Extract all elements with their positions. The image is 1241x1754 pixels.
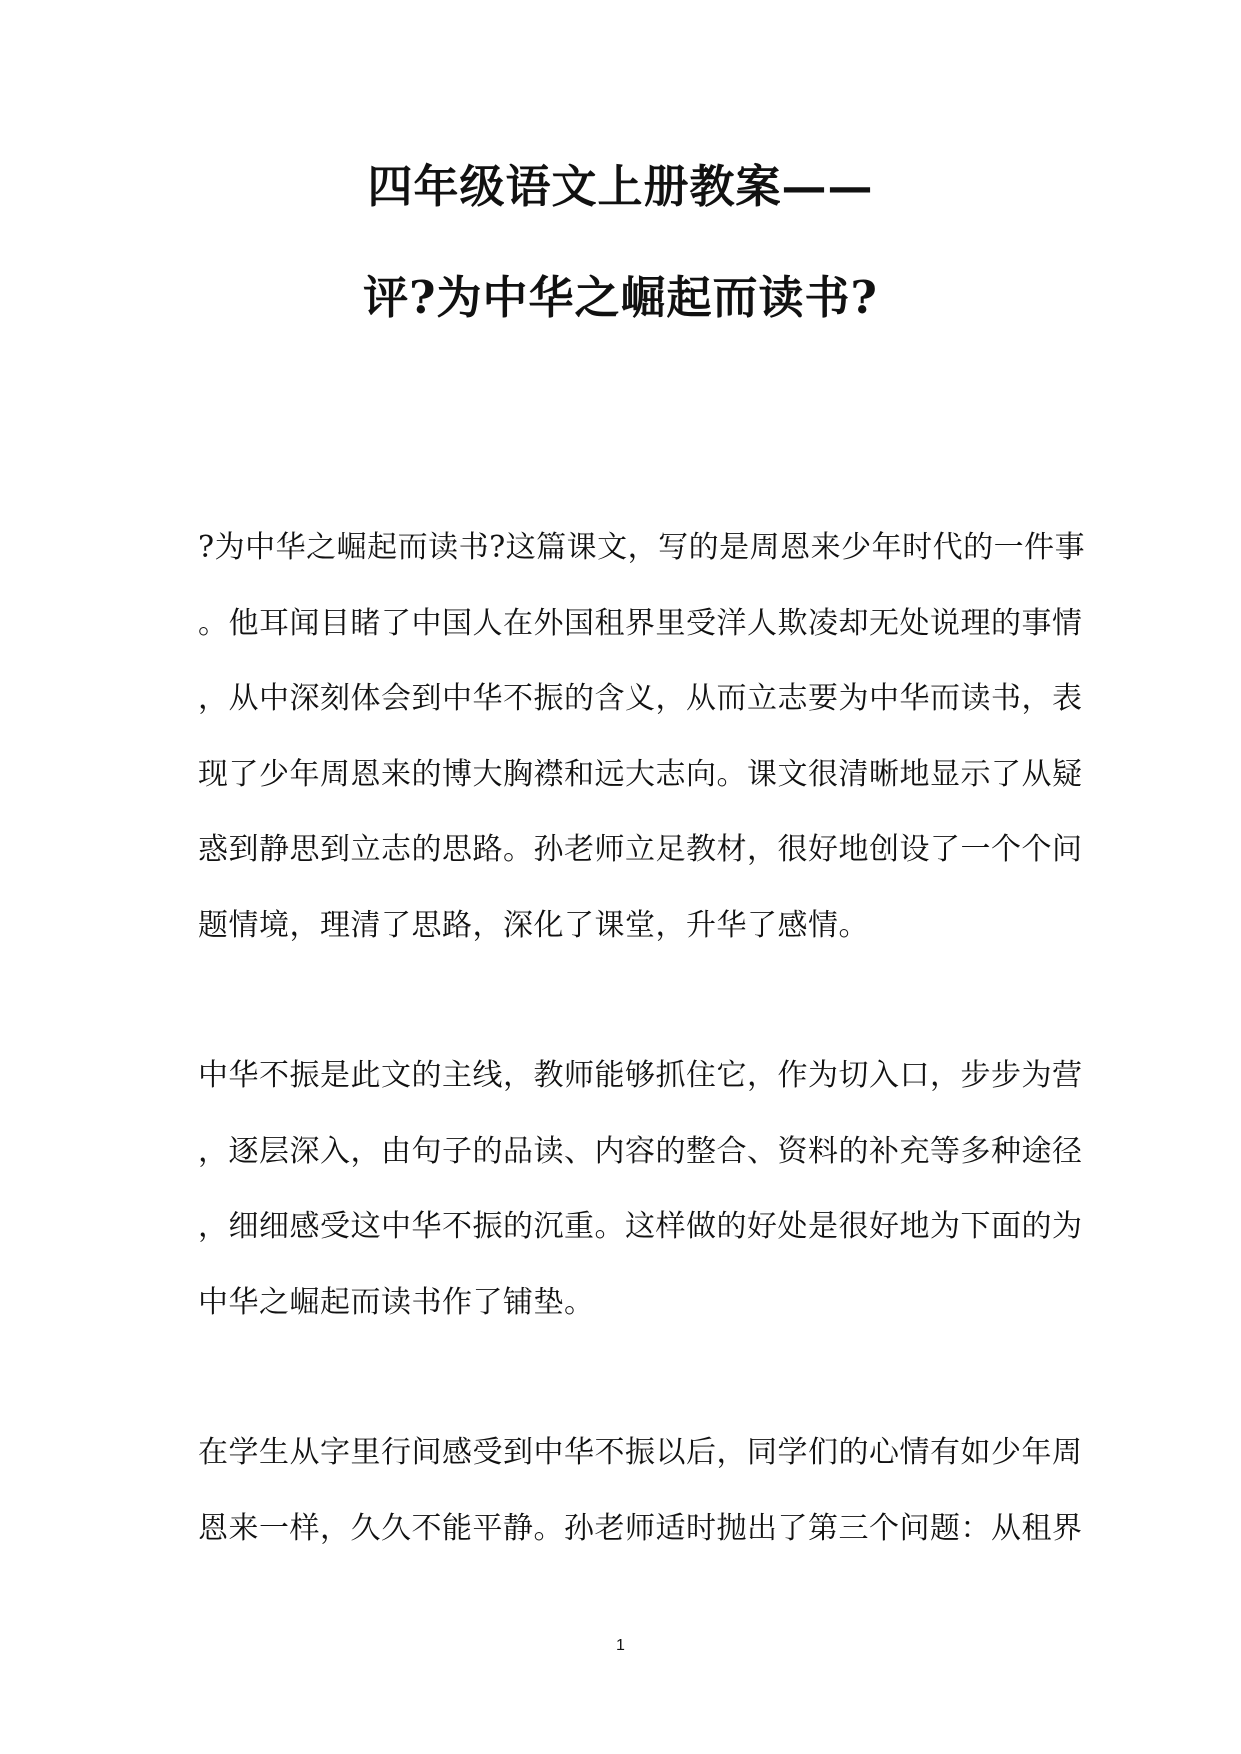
- document-title-line-2: 评?为中华之崛起而读书?: [363, 271, 878, 324]
- paragraph-3-line-1: 在学生从字里行间感受到中华不振以后，同学们的心情有如少年周: [198, 1435, 1083, 1470]
- page-number: 1: [616, 1637, 625, 1654]
- paragraph-2-line-4: 中华之崛起而读书作了铺垫。: [198, 1285, 595, 1320]
- paragraph-1-line-5: 惑到静思到立志的思路。孙老师立足教材，很好地创设了一个个问: [198, 832, 1083, 867]
- paragraph-3-line-2: 恩来一样，久久不能平静。孙老师适时抛出了第三个问题：从租界: [198, 1511, 1083, 1546]
- paragraph-1-line-2: 。他耳闻目睹了中国人在外国租界里受洋人欺凌却无处说理的事情: [198, 606, 1083, 641]
- paragraph-1-line-6: 题情境，理清了思路，深化了课堂，升华了感情。: [198, 908, 869, 943]
- paragraph-1-line-3: ，从中深刻体会到中华不振的含义，从而立志要为中华而读书，表: [198, 681, 1083, 716]
- paragraph-2-line-2: ，逐层深入，由句子的品读、内容的整合、资料的补充等多种途径: [198, 1134, 1083, 1169]
- paragraph-1-line-1: ?为中华之崛起而读书?这篇课文，写的是周恩来少年时代的一件事: [198, 530, 1086, 565]
- paragraph-1-line-4: 现了少年周恩来的博大胸襟和远大志向。课文很清晰地显示了从疑: [198, 757, 1083, 792]
- paragraph-2-line-3: ，细细感受这中华不振的沉重。这样做的好处是很好地为下面的为: [198, 1209, 1083, 1244]
- document-title-line-1: 四年级语文上册教案——: [367, 160, 874, 213]
- paragraph-2-line-1: 中华不振是此文的主线，教师能够抓住它，作为切入口，步步为营: [198, 1058, 1083, 1093]
